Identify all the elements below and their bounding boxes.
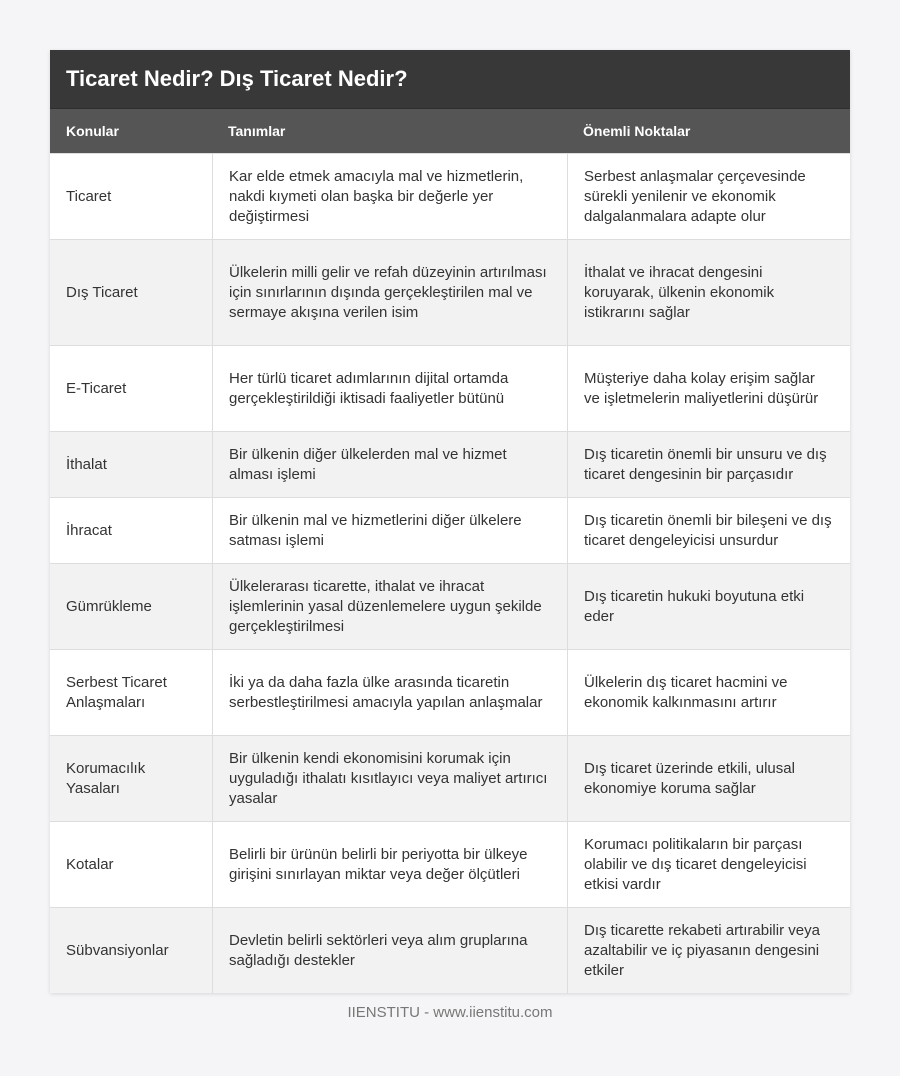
table-row xyxy=(50,735,850,821)
cell-onemli-nokta: Müşteriye daha kolay erişim sağlar ve işletmelerin maliyetlerini düşürür xyxy=(567,346,850,431)
cell-konu: Sübvansiyonlar xyxy=(66,941,169,959)
table-row xyxy=(50,821,850,907)
cell-konu: Korumacılık Yasaları xyxy=(66,759,146,797)
cell-tanim: Belirli bir ürünün belirli bir periyotta bir ülkeye girişini sınırlayan miktar veya değer ölçütleri xyxy=(212,822,567,907)
cell-tanim: Her türlü ticaret adımlarının dijital ortamda gerçekleştirildiği iktisadi faaliyetler bütünü xyxy=(212,346,567,431)
cell-onemli-nokta: Serbest anlaşmalar çerçevesinde sürekli yenilenir ve ekonomik dalgalanmalara adapte olur xyxy=(567,154,850,239)
table-body xyxy=(50,153,850,993)
table-row xyxy=(50,345,850,431)
cell-onemli-nokta: Korumacı politikaların bir parçası olabilir ve dış ticaret dengeleyicisi etkisi vardır xyxy=(567,822,850,907)
header-tanimlar: Tanımlar xyxy=(228,123,286,139)
cell-tanim: Devletin belirli sektörleri veya alım gruplarına sağladığı destekler xyxy=(212,908,567,993)
table-header xyxy=(50,108,850,153)
cell-onemli-nokta: Dış ticarette rekabeti artırabilir veya azaltabilir ve iç piyasanın dengesini etkiler xyxy=(567,908,850,993)
cell-konu: Kotalar xyxy=(66,855,114,873)
table-row xyxy=(50,239,850,345)
footer-credit: IIENSTITU - www.iienstitu.com xyxy=(347,1004,553,1021)
table-row xyxy=(50,497,850,563)
cell-onemli-nokta: İthalat ve ihracat dengesini koruyarak, ülkenin ekonomik istikrarını sağlar xyxy=(567,240,850,345)
cell-konu: E-Ticaret xyxy=(66,379,127,397)
table-row xyxy=(50,907,850,993)
cell-konu: Dış Ticaret xyxy=(66,283,138,301)
cell-tanim: Bir ülkenin kendi ekonomisini korumak için uyguladığı ithalatı kısıtlayıcı veya maliyet artırıcı yasalar xyxy=(212,736,567,821)
header-konular: Konular xyxy=(66,123,119,139)
cell-konu: İhracat xyxy=(66,521,112,539)
cell-tanim: Kar elde etmek amacıyla mal ve hizmetlerin, nakdi kıymeti olan başka bir değerle yer değiştirmesi xyxy=(212,154,567,239)
cell-onemli-nokta: Dış ticaretin önemli bir bileşeni ve dış ticaret dengeleyicisi unsurdur xyxy=(567,498,850,563)
table-row xyxy=(50,431,850,497)
table-card xyxy=(50,50,850,993)
header-onemli-noktalar: Önemli Noktalar xyxy=(583,123,691,139)
cell-konu: İthalat xyxy=(66,455,107,473)
cell-tanim: Ülkelerarası ticarette, ithalat ve ihracat işlemlerinin yasal düzenlemelere uygun şekilde gerçekleştirilmesi xyxy=(212,564,567,649)
cell-konu: Ticaret xyxy=(66,187,112,205)
cell-tanim: İki ya da daha fazla ülke arasında ticaretin serbestleştirilmesi amacıyla yapılan anlaşmalar xyxy=(212,650,567,735)
cell-tanim: Bir ülkenin diğer ülkelerden mal ve hizmet alması işlemi xyxy=(212,432,567,497)
table-row xyxy=(50,563,850,649)
table-title: Ticaret Nedir? Dış Ticaret Nedir? xyxy=(50,50,850,108)
cell-tanim: Ülkelerin milli gelir ve refah düzeyinin artırılması için sınırlarının dışında gerçekleştirilen mal ve sermaye akışına verilen isim xyxy=(212,240,567,345)
table-row xyxy=(50,153,850,239)
cell-onemli-nokta: Dış ticaretin önemli bir unsuru ve dış ticaret dengesinin bir parçasıdır xyxy=(567,432,850,497)
cell-onemli-nokta: Dış ticaretin hukuki boyutuna etki eder xyxy=(567,564,850,649)
table-row xyxy=(50,649,850,735)
cell-tanim: Bir ülkenin mal ve hizmetlerini diğer ülkelere satması işlemi xyxy=(212,498,567,563)
cell-konu: Gümrükleme xyxy=(66,597,152,615)
cell-konu: Serbest Ticaret Anlaşmaları xyxy=(66,673,167,711)
cell-onemli-nokta: Ülkelerin dış ticaret hacmini ve ekonomik kalkınmasını artırır xyxy=(567,650,850,735)
cell-onemli-nokta: Dış ticaret üzerinde etkili, ulusal ekonomiye koruma sağlar xyxy=(567,736,850,821)
